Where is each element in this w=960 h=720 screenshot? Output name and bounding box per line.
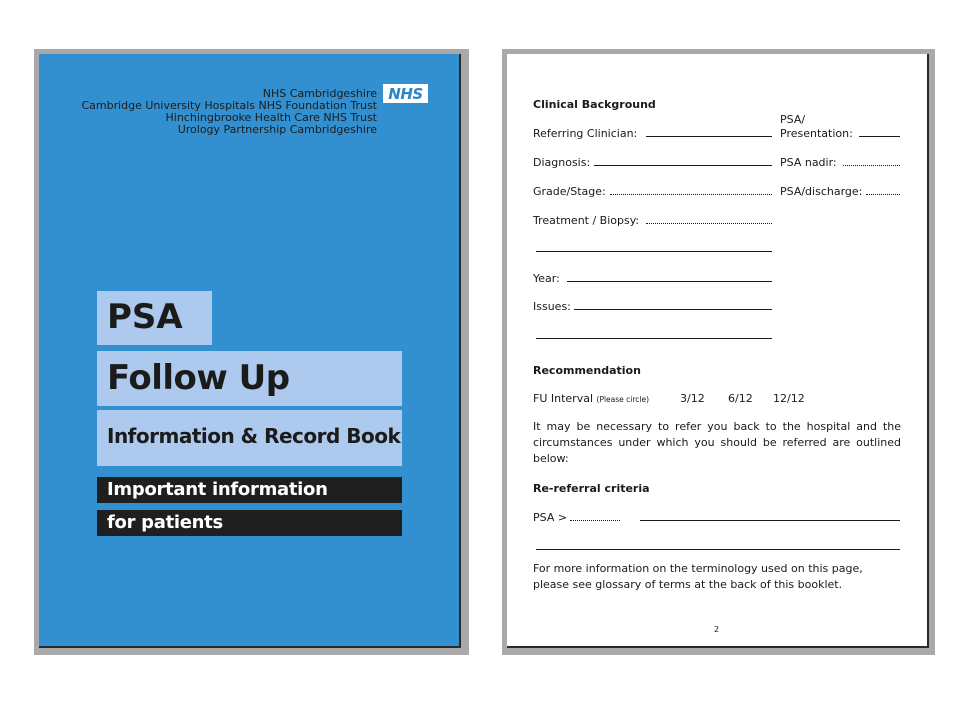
psa-presentation-field[interactable] [859,136,900,137]
glossary-note: For more information on the terminology used on this page, please see glossary of terms at the back of this booklet. [533,562,863,591]
grade-stage-field[interactable] [610,194,772,195]
form-page [507,54,929,648]
subtitle-box [97,410,402,466]
banner-patients [97,510,402,536]
subtitle: Information & Record Book [107,424,401,448]
issues-field[interactable] [574,309,772,310]
interval-option[interactable]: 3/12 [680,392,705,405]
banner-important [97,477,402,503]
label-referring-clinician: Referring Clinician: [533,127,638,140]
banner-text: Important information [107,479,328,500]
label-issues: Issues: [533,300,571,313]
year-field[interactable] [567,281,772,282]
psa-threshold-field[interactable] [570,520,620,521]
form-page-frame [502,49,935,655]
title-follow-up-box [97,351,402,406]
diagnosis-field[interactable] [594,165,772,166]
organization-name: Urology Partnership Cambridgeshire [177,123,377,136]
psa-nadir-field[interactable] [843,165,900,166]
title-psa-box [97,291,212,345]
label-diagnosis: Diagnosis: [533,156,591,169]
referring-clinician-field[interactable] [646,136,772,137]
label-treatment-biopsy: Treatment / Biopsy: [533,214,640,227]
section-heading-clinical-background: Clinical Background [533,98,656,111]
label-psa-discharge: PSA/discharge: [780,185,863,198]
page-number: 2 [714,625,720,634]
nhs-logo [383,84,428,103]
label-year: Year: [533,272,560,285]
issues-field-extra[interactable] [536,338,772,339]
re-referral-criteria-field-extra[interactable] [536,549,900,550]
please-circle-note: (Please circle) [596,395,650,404]
nhs-logo-text: NHS [388,84,423,103]
cover-page [39,54,461,648]
section-heading-re-referral: Re-referral criteria [533,482,650,495]
fu-interval-text: FU Interval [533,392,594,405]
banner-text: for patients [107,512,223,533]
organization-name: Cambridge University Hospitals NHS Foundation Trust [81,99,377,112]
treatment-biopsy-field[interactable] [646,223,772,224]
organization-name: Hinchingbrooke Health Care NHS Trust [165,111,377,124]
interval-option[interactable]: 6/12 [728,392,753,405]
label-psa-greater: PSA > [533,511,568,524]
title-follow-up: Follow Up [107,358,290,398]
label-psa: PSA/ [780,113,806,126]
re-referral-criteria-field[interactable] [640,520,900,521]
cover-page-frame [34,49,469,655]
referral-paragraph: It may be necessary to refer you back to the hospital and the circumstances under which you should be referred are outlined below: [533,420,901,465]
label-presentation: Presentation: [780,127,853,140]
title-psa: PSA [107,297,183,337]
organization-list [81,88,377,136]
psa-discharge-field[interactable] [866,194,900,195]
label-grade-stage: Grade/Stage: [533,185,606,198]
treatment-biopsy-field-extra[interactable] [536,251,772,252]
label-psa-nadir: PSA nadir: [780,156,837,169]
organization-name: NHS Cambridgeshire [262,87,377,100]
section-heading-recommendation: Recommendation [533,364,641,377]
label-fu-interval [533,392,649,406]
interval-option[interactable]: 12/12 [773,392,805,405]
